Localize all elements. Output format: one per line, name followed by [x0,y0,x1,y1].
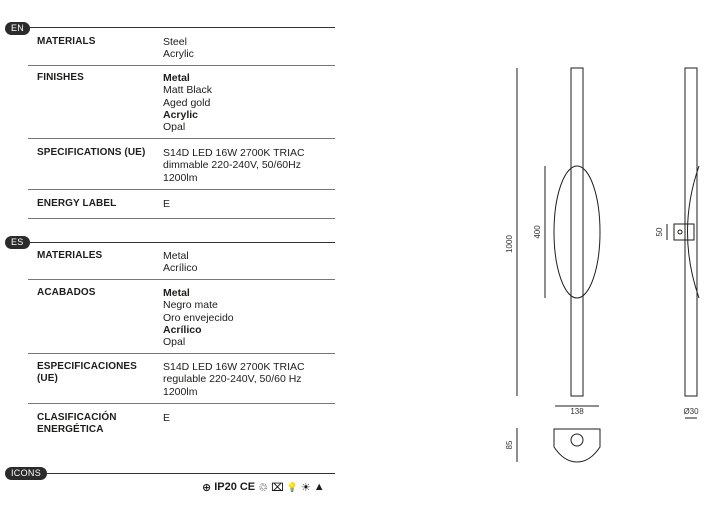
spec-value-line: dimmable 220-240V, 50/60Hz [163,159,301,172]
label-shade-height: 400 [533,225,542,239]
spec-value-line: Metal [163,72,190,84]
spec-value-line: Acrylic [163,48,194,61]
spec-key: MATERIALS [37,36,96,47]
side-view-base [674,224,694,240]
spec-value-line: Acrílico [163,262,198,275]
spec-value-line: Oro envejecido [163,311,234,324]
spec-value-line: 1200lm [163,171,198,184]
spec-key: MATERIALES [37,250,103,261]
spec-value-line: Acrílico [163,323,202,336]
spec-value-line: Acrylic [163,108,199,121]
spec-key: ENERGY LABEL [37,198,117,209]
top-view-hole-icon [571,434,583,446]
spec-key: FINISHES [37,72,84,83]
spec-value-line: Aged gold [163,96,211,109]
section-tag-es: ES [5,236,30,249]
label-base-height: 50 [655,227,664,237]
energy-class-icon: ▲ [313,481,325,493]
side-view-tube [685,68,697,396]
spec-key: SPECIFICATIONS (UE) [37,147,146,158]
section-tag-icons: ICONS [5,467,47,480]
spec-value-line: Steel [163,36,187,48]
spec-value-line: S14D LED 16W 2700K TRIAC [163,361,305,373]
label-depth: 85 [505,440,514,450]
ce-mark-icon: CE [239,481,256,493]
spec-value-line: E [163,198,171,210]
spec-value-line: Metal [163,287,190,299]
spec-value-line: Opal [163,336,186,349]
front-view-shade [554,166,600,298]
label-tube-diameter: Ø30 [683,407,699,416]
recycle-icon: ♲ [258,481,269,494]
spec-value-line: Opal [163,121,186,134]
spec-key: ESPECIFICACIONES (UE) [37,361,137,384]
spec-value-line: regulable 220-240V, 50/60 Hz [163,373,302,386]
weee-bin-icon: ⌧ [271,481,284,494]
label-width: 138 [570,407,584,416]
front-view-tube [571,68,583,396]
spec-key: CLASIFICACIÓN ENERGÉTICA [37,412,117,435]
spec-value-line: Metal [163,250,189,262]
ip-rating: IP20 [214,481,237,493]
label-total-height: 1000 [505,235,514,253]
spec-value-line: Matt Black [163,84,213,97]
led-bulb-icon: 💡 [286,481,298,492]
spec-value-line: 1200lm [163,385,198,398]
side-view-screw-icon [678,230,682,234]
spec-value-line: E [163,412,171,424]
spec-value-line: S14D LED 16W 2700K TRIAC [163,147,305,159]
spec-key: ACABADOS [37,287,96,298]
dimmable-icon: ☀ [300,481,311,494]
class-2-icon: ⊕ [202,481,212,494]
spec-value-line: Negro mate [163,299,218,312]
section-tag-en: EN [5,22,30,35]
